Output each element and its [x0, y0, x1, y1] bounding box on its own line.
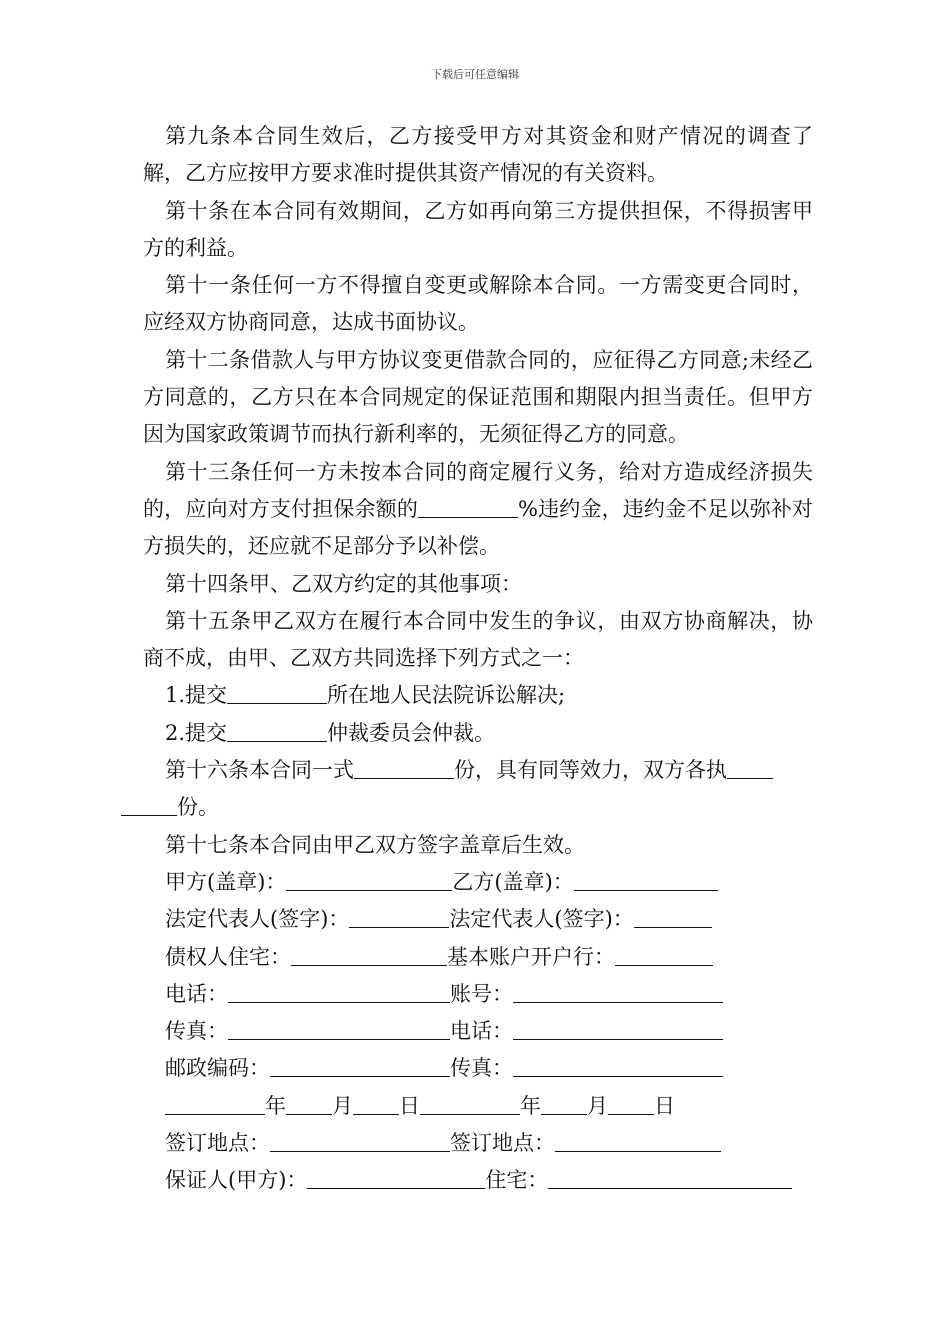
fax-b-field[interactable]: [513, 1056, 723, 1077]
article-15: 第十五条甲乙双方在履行本合同中发生的争议，由双方协商解决，协商不成，由甲、乙双方共同选择下列方式之一：: [143, 608, 813, 671]
party-a-seal-field[interactable]: [286, 870, 452, 891]
article-12: 第十二条借款人与甲方协议变更借款合同的，应征得乙方同意;未经乙方同意的，乙方只在本合同规定的保证范围和期限内担当责任。但甲方因为国家政策调节而执行新利率的，无须征得乙方的同意。: [143, 347, 813, 447]
sign-row-postcode: [143, 1050, 813, 1087]
rep-b-field[interactable]: [634, 907, 712, 928]
year-b-label: 年: [520, 1093, 541, 1118]
article-16: [143, 752, 813, 827]
option-2: [143, 715, 813, 752]
year-b-field[interactable]: [420, 1094, 520, 1115]
place-a-field[interactable]: [270, 1131, 450, 1152]
place-a-label: 签订地点：: [165, 1131, 270, 1156]
sign-row-address: [143, 939, 813, 976]
blank-court[interactable]: [227, 683, 327, 704]
party-a-seal-label: 甲方(盖章)：: [165, 869, 287, 894]
article-11: 第十一条任何一方不得擅自变更或解除本合同。一方需变更合同时，应经双方协商同意，达成书面协议。: [143, 273, 813, 335]
month-a-field[interactable]: [286, 1094, 332, 1115]
bank-label: 基本账户开户行：: [447, 944, 615, 969]
blank-penalty-percent[interactable]: [418, 497, 518, 518]
blank-copies-each-1[interactable]: [727, 758, 773, 779]
rep-a-field[interactable]: [349, 907, 449, 928]
place-b-field[interactable]: [555, 1131, 721, 1152]
rep-b-label: 法定代表人(签字)：: [449, 907, 634, 932]
residence-field[interactable]: [548, 1168, 792, 1189]
option-1-suffix: 所在地人民法院诉讼解决;: [327, 683, 566, 708]
day-b-field[interactable]: [608, 1094, 654, 1115]
article-16-part3: 份。: [177, 795, 219, 820]
blank-copies-each-2[interactable]: [121, 795, 177, 816]
bank-field[interactable]: [615, 945, 713, 966]
option-1: [143, 677, 813, 714]
year-a-label: 年: [265, 1093, 286, 1118]
article-16-part1: 第十六条本合同一式: [165, 758, 354, 783]
month-a-label: 月: [332, 1093, 353, 1118]
place-b-label: 签订地点：: [450, 1131, 555, 1156]
phone-a-label: 电话：: [165, 981, 228, 1006]
option-1-prefix: 1.提交: [165, 683, 228, 708]
article-16-part2: 份，具有同等效力，双方各执: [454, 758, 727, 783]
creditor-address-field[interactable]: [291, 945, 447, 966]
article-9: 第九条本合同生效后，乙方接受甲方对其资金和财产情况的调查了解，乙方应按甲方要求准时提供其资产情况的有关资料。: [143, 124, 813, 186]
phone-b-field[interactable]: [513, 1019, 723, 1040]
article-13: [143, 454, 813, 566]
residence-label: 住宅：: [485, 1168, 549, 1193]
sign-row-phone: [143, 976, 813, 1013]
party-b-seal-label: 乙方(盖章)：: [452, 869, 574, 894]
day-a-label: 日: [399, 1093, 420, 1118]
month-b-label: 月: [587, 1093, 608, 1118]
blank-arbitration[interactable]: [227, 721, 327, 742]
article-10: 第十条在本合同有效期间，乙方如再向第三方提供担保，不得损害甲方的利益。: [143, 198, 813, 260]
fax-a-label: 传真：: [165, 1019, 228, 1044]
sign-row-place: [143, 1125, 813, 1162]
phone-b-label: 电话：: [450, 1019, 513, 1044]
day-a-field[interactable]: [353, 1094, 399, 1115]
article-14: 第十四条甲、乙双方约定的其他事项：: [165, 571, 522, 596]
article-13-part2: %违约金，违约金不足以弥补对方损失的，还应就不足部分予以补偿。: [143, 496, 814, 559]
fax-a-field[interactable]: [228, 1019, 450, 1040]
phone-a-field[interactable]: [228, 982, 450, 1003]
option-2-suffix: 仲裁委员会仲裁。: [327, 720, 496, 745]
sign-row-guarantor: [143, 1162, 813, 1199]
blank-copies[interactable]: [354, 758, 454, 779]
page-header: 下载后可任意编辑: [431, 68, 519, 81]
postcode-label: 邮政编码：: [165, 1056, 270, 1081]
article-17: 第十七条本合同由甲乙双方签字盖章后生效。: [165, 832, 585, 857]
sign-row-date: [143, 1088, 813, 1125]
account-field[interactable]: [513, 982, 723, 1003]
sign-row-fax: [143, 1013, 813, 1050]
option-2-prefix: 2.提交: [165, 720, 228, 745]
month-b-field[interactable]: [541, 1094, 587, 1115]
creditor-address-label: 债权人住宅：: [165, 944, 291, 969]
sign-row-rep: [143, 901, 813, 938]
guarantor-label: 保证人(甲方)：: [165, 1168, 308, 1193]
rep-a-label: 法定代表人(签字)：: [165, 907, 350, 932]
sign-row-seal: [143, 864, 813, 901]
party-b-seal-field[interactable]: [574, 870, 718, 891]
guarantor-field[interactable]: [307, 1168, 485, 1189]
day-b-label: 日: [654, 1093, 675, 1118]
account-label: 账号：: [450, 981, 513, 1006]
contract-body: [143, 118, 813, 1200]
article-13-part1: 第十三条任何一方未按本合同的商定履行义务，给对方造成经济损失的，应向对方支付担保余额的: [143, 459, 813, 521]
fax-b-label: 传真：: [450, 1056, 513, 1081]
postcode-field[interactable]: [270, 1056, 450, 1077]
year-a-field[interactable]: [165, 1094, 265, 1115]
